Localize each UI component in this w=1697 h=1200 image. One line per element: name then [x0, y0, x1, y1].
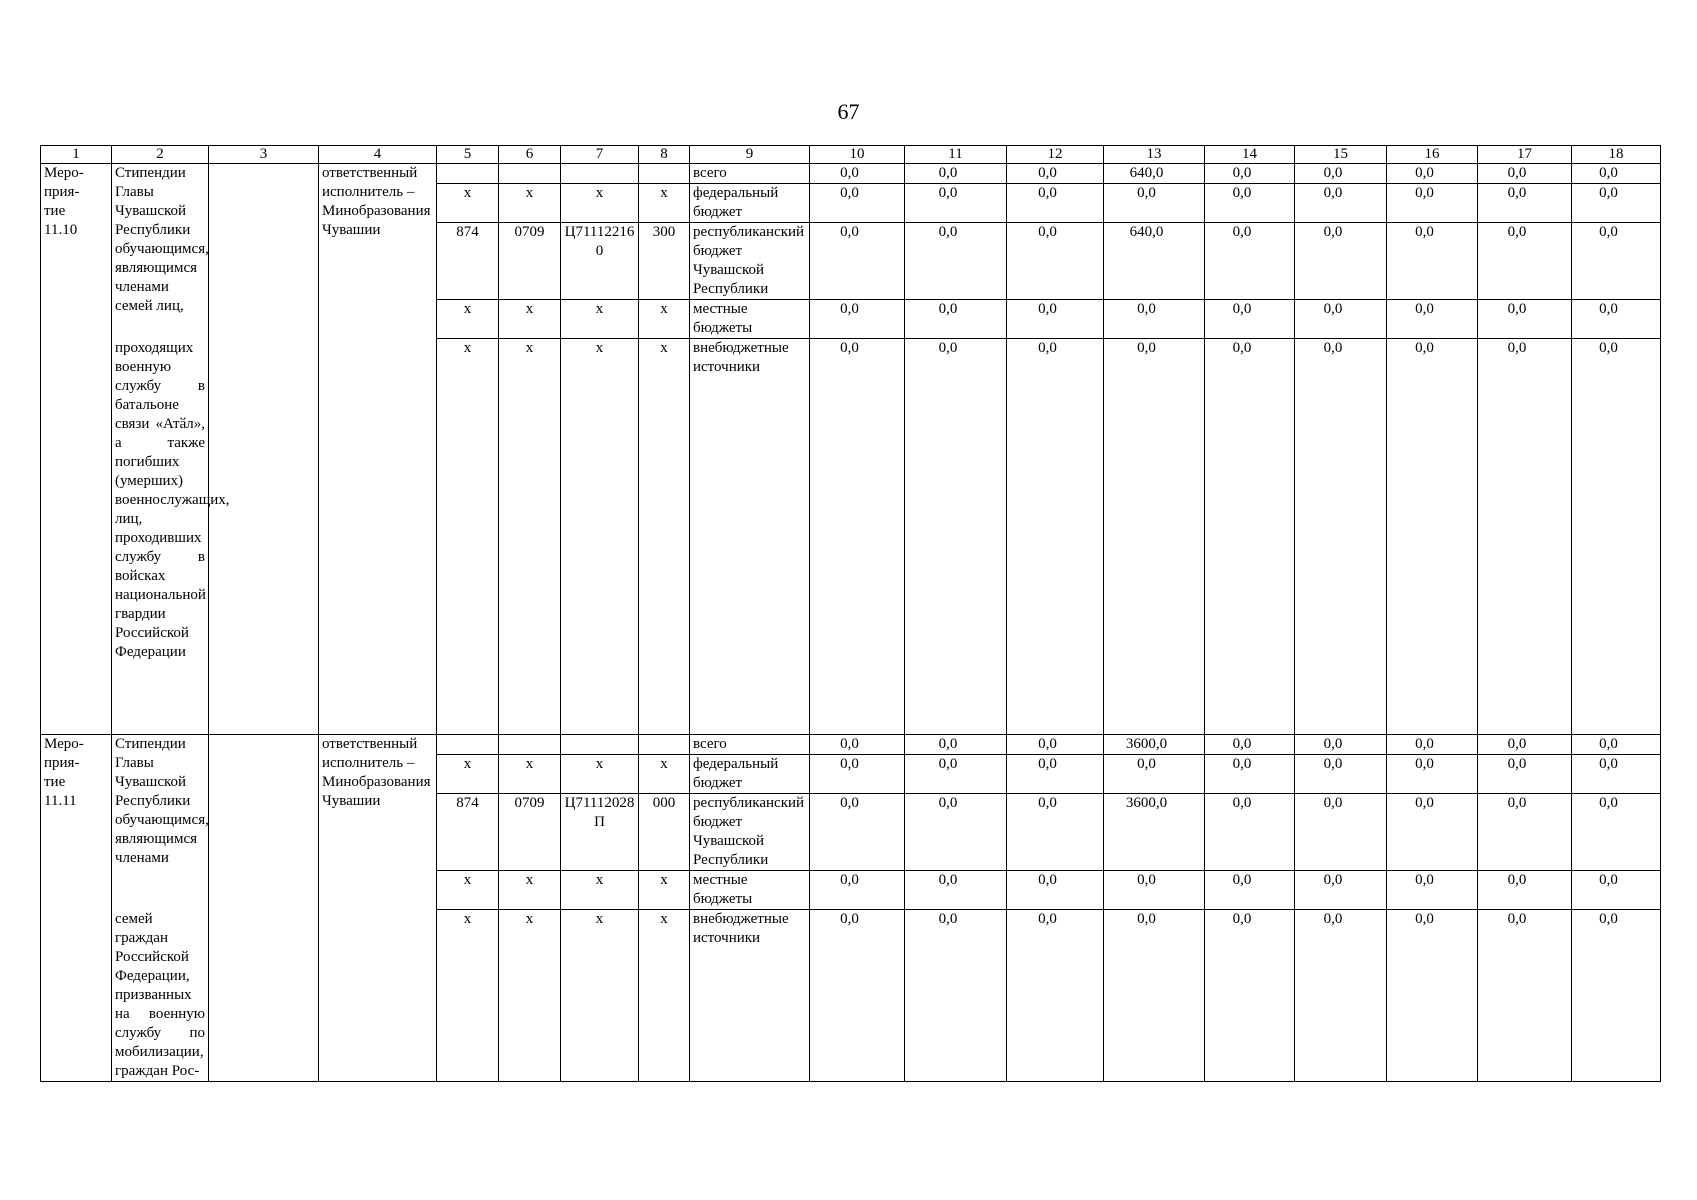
value-cell: 0,0 [1387, 300, 1478, 339]
value-cell: 0,0 [1007, 910, 1104, 1082]
value-cell: 0,0 [1295, 871, 1387, 910]
value-cell: 0,0 [1205, 794, 1295, 871]
code-cell [561, 735, 639, 755]
code-cell: x [437, 300, 499, 339]
header-cell: 13 [1104, 146, 1205, 164]
value-cell: 0,0 [1205, 184, 1295, 223]
value-cell: 0,0 [1104, 871, 1205, 910]
header-cell: 12 [1007, 146, 1104, 164]
value-cell: 0,0 [810, 223, 905, 300]
value-cell: 0,0 [1387, 339, 1478, 735]
value-cell: 0,0 [810, 184, 905, 223]
table-row [41, 735, 1661, 755]
code-cell: 000 [639, 794, 690, 871]
value-cell: 3600,0 [1104, 735, 1205, 755]
funding-source: внебюджетные источники [690, 910, 810, 1082]
value-cell: 0,0 [1104, 339, 1205, 735]
value-cell: 3600,0 [1104, 794, 1205, 871]
event-label-line: прия- [44, 184, 80, 200]
funding-source: республиканский бюджет Чувашской Республики [690, 794, 810, 871]
funding-source: внебюджетные источники [690, 339, 810, 735]
funding-source: всего [690, 735, 810, 755]
code-cell: x [437, 755, 499, 794]
value-cell: 0,0 [1295, 184, 1387, 223]
value-cell: 640,0 [1104, 223, 1205, 300]
header-cell: 17 [1478, 146, 1572, 164]
value-cell: 0,0 [1572, 735, 1661, 755]
value-cell: 0,0 [1007, 164, 1104, 184]
header-cell: 9 [690, 146, 810, 164]
event-label-line: тие [44, 203, 66, 219]
header-cell: 3 [209, 146, 319, 164]
header-cell: 8 [639, 146, 690, 164]
header-cell: 7 [561, 146, 639, 164]
code-cell: x [561, 300, 639, 339]
event-label-line: Меро- [44, 165, 84, 181]
value-cell: 0,0 [1572, 910, 1661, 1082]
value-cell: 0,0 [1007, 300, 1104, 339]
value-cell: 640,0 [1104, 164, 1205, 184]
value-cell: 0,0 [1205, 755, 1295, 794]
empty-cell [209, 164, 319, 735]
value-cell: 0,0 [1007, 871, 1104, 910]
funding-source: местные бюджеты [690, 300, 810, 339]
executor: ответственный исполнитель – Минобразования Чувашии [319, 735, 437, 910]
value-cell: 0,0 [1007, 755, 1104, 794]
code-cell: x [499, 300, 561, 339]
header-cell: 10 [810, 146, 905, 164]
code-cell: x [499, 339, 561, 735]
code-cell: x [437, 910, 499, 1082]
code-cell [499, 164, 561, 184]
value-cell: 0,0 [810, 871, 905, 910]
value-cell: 0,0 [1205, 164, 1295, 184]
value-cell: 0,0 [1572, 871, 1661, 910]
code-cell: x [639, 339, 690, 735]
value-cell: 0,0 [905, 755, 1007, 794]
value-cell: 0,0 [810, 300, 905, 339]
code-cell: x [561, 184, 639, 223]
executor-continued [319, 339, 437, 735]
header-cell: 18 [1572, 146, 1661, 164]
code-cell: x [639, 300, 690, 339]
funding-source: всего [690, 164, 810, 184]
code-cell: Ц711122160 [561, 223, 639, 300]
code-cell: x [499, 755, 561, 794]
code-cell: x [561, 871, 639, 910]
header-cell: 2 [112, 146, 209, 164]
event-label-line: Меро- [44, 736, 84, 752]
value-cell: 0,0 [1295, 755, 1387, 794]
value-cell: 0,0 [905, 184, 1007, 223]
code-cell: 874 [437, 794, 499, 871]
code-cell: x [499, 871, 561, 910]
value-cell: 0,0 [1387, 164, 1478, 184]
value-cell: 0,0 [1387, 794, 1478, 871]
value-cell: 0,0 [1387, 223, 1478, 300]
code-cell: 0709 [499, 223, 561, 300]
value-cell: 0,0 [1007, 339, 1104, 735]
value-cell: 0,0 [1104, 755, 1205, 794]
code-cell: x [639, 871, 690, 910]
value-cell: 0,0 [1572, 223, 1661, 300]
value-cell: 0,0 [1295, 339, 1387, 735]
funding-source: республиканский бюджет Чувашской Республики [690, 223, 810, 300]
value-cell: 0,0 [1478, 300, 1572, 339]
funding-source: федеральный бюджет [690, 755, 810, 794]
value-cell: 0,0 [1295, 164, 1387, 184]
value-cell: 0,0 [905, 910, 1007, 1082]
event-label-line: прия- [44, 755, 80, 771]
executor: ответственный исполнитель – Минобразования Чувашии [319, 164, 437, 339]
value-cell: 0,0 [1387, 910, 1478, 1082]
value-cell: 0,0 [1104, 910, 1205, 1082]
value-cell: 0,0 [810, 735, 905, 755]
funding-source: федеральный бюджет [690, 184, 810, 223]
header-cell: 16 [1387, 146, 1478, 164]
value-cell: 0,0 [810, 164, 905, 184]
code-cell: x [437, 871, 499, 910]
value-cell: 0,0 [1007, 735, 1104, 755]
value-cell: 0,0 [905, 300, 1007, 339]
value-cell: 0,0 [1205, 223, 1295, 300]
value-cell: 0,0 [1295, 794, 1387, 871]
header-cell: 6 [499, 146, 561, 164]
code-cell: x [437, 184, 499, 223]
table-row [41, 164, 1661, 184]
value-cell: 0,0 [1295, 223, 1387, 300]
value-cell: 0,0 [1478, 871, 1572, 910]
header-cell: 14 [1205, 146, 1295, 164]
code-cell [639, 164, 690, 184]
code-cell [437, 164, 499, 184]
value-cell: 0,0 [810, 755, 905, 794]
value-cell: 0,0 [1205, 735, 1295, 755]
value-cell: 0,0 [1387, 755, 1478, 794]
value-cell: 0,0 [905, 735, 1007, 755]
value-cell: 0,0 [1478, 794, 1572, 871]
value-cell: 0,0 [905, 794, 1007, 871]
event-name: Стипендии Главы Чувашской Республики обучающимся, являющимся членами [112, 735, 209, 910]
page-number: 67 [837, 99, 860, 124]
value-cell: 0,0 [1205, 339, 1295, 735]
value-cell: 0,0 [1205, 871, 1295, 910]
header-cell: 15 [1295, 146, 1387, 164]
empty-cell [209, 735, 319, 1082]
value-cell: 0,0 [1295, 735, 1387, 755]
value-cell: 0,0 [1572, 300, 1661, 339]
header-row [41, 146, 1661, 164]
budget-table [40, 145, 1661, 1082]
code-cell: 874 [437, 223, 499, 300]
value-cell: 0,0 [1295, 910, 1387, 1082]
value-cell: 0,0 [810, 910, 905, 1082]
code-cell: x [639, 755, 690, 794]
executor-continued [319, 910, 437, 1082]
event-label-line: 11.10 [44, 222, 78, 238]
code-cell [561, 164, 639, 184]
value-cell: 0,0 [1572, 164, 1661, 184]
value-cell: 0,0 [1295, 300, 1387, 339]
funding-source: местные бюджеты [690, 871, 810, 910]
code-cell [437, 735, 499, 755]
value-cell: 0,0 [1387, 184, 1478, 223]
value-cell: 0,0 [1007, 184, 1104, 223]
value-cell: 0,0 [1007, 223, 1104, 300]
code-cell: x [561, 339, 639, 735]
value-cell: 0,0 [1478, 223, 1572, 300]
value-cell: 0,0 [1205, 300, 1295, 339]
value-cell: 0,0 [1104, 300, 1205, 339]
value-cell: 0,0 [1572, 184, 1661, 223]
header-cell: 4 [319, 146, 437, 164]
code-cell: Ц71112028П [561, 794, 639, 871]
value-cell: 0,0 [905, 339, 1007, 735]
value-cell: 0,0 [1478, 910, 1572, 1082]
value-cell: 0,0 [1205, 910, 1295, 1082]
value-cell: 0,0 [810, 794, 905, 871]
header-cell: 5 [437, 146, 499, 164]
event-name-continued: семей граждан Российской Федерации, призванных на военную службу по мобилизации, граждан Рос- [112, 910, 209, 1082]
code-cell: x [499, 184, 561, 223]
value-cell: 0,0 [1572, 339, 1661, 735]
value-cell: 0,0 [905, 223, 1007, 300]
value-cell: 0,0 [1007, 794, 1104, 871]
header-cell: 11 [905, 146, 1007, 164]
value-cell: 0,0 [1572, 794, 1661, 871]
event-name-continued: проходящих военную службу в батальоне связи «Атӑл», а также погибших (умерших) военнослужащих, лиц, проходивших службу в войсках национальной гвардии Российской Федерации [112, 339, 209, 735]
value-cell: 0,0 [1478, 339, 1572, 735]
code-cell: x [499, 910, 561, 1082]
event-label-line: 11.11 [44, 793, 77, 809]
value-cell: 0,0 [1387, 735, 1478, 755]
code-cell: x [437, 339, 499, 735]
value-cell: 0,0 [1104, 184, 1205, 223]
header-cell: 1 [41, 146, 112, 164]
value-cell: 0,0 [905, 871, 1007, 910]
value-cell: 0,0 [905, 164, 1007, 184]
value-cell: 0,0 [810, 339, 905, 735]
value-cell: 0,0 [1478, 184, 1572, 223]
code-cell: x [639, 910, 690, 1082]
code-cell: 0709 [499, 794, 561, 871]
value-cell: 0,0 [1478, 755, 1572, 794]
event-label [41, 735, 112, 1082]
code-cell [499, 735, 561, 755]
value-cell: 0,0 [1478, 164, 1572, 184]
code-cell: x [561, 755, 639, 794]
value-cell: 0,0 [1572, 755, 1661, 794]
event-label-line: тие [44, 774, 66, 790]
code-cell: 300 [639, 223, 690, 300]
value-cell: 0,0 [1387, 871, 1478, 910]
value-cell: 0,0 [1478, 735, 1572, 755]
code-cell [639, 735, 690, 755]
event-label [41, 164, 112, 735]
event-name: Стипендии Главы Чувашской Республики обучающимся, являющимся членами семей лиц, [112, 164, 209, 339]
code-cell: x [639, 184, 690, 223]
code-cell: x [561, 910, 639, 1082]
